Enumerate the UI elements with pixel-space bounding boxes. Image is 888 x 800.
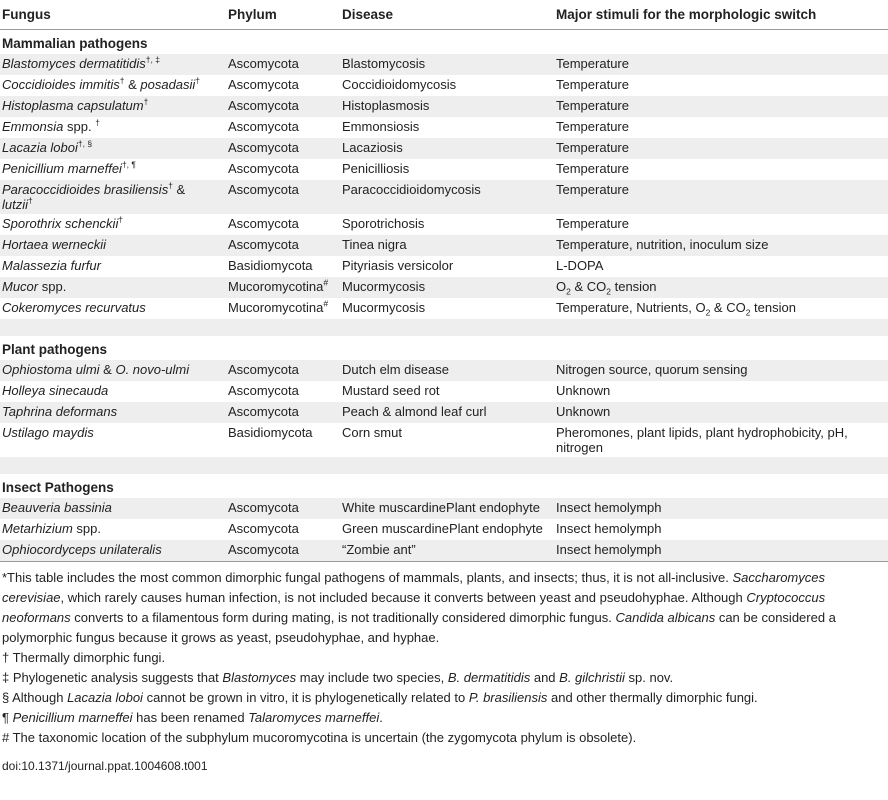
fungus-name: Malassezia furfur xyxy=(2,258,101,273)
fungus-name: Histoplasma capsulatum xyxy=(2,98,144,113)
footnote-mark: † xyxy=(119,75,125,86)
stimuli-cell: Temperature xyxy=(556,161,629,176)
phylum-cell: Ascomycota xyxy=(226,360,340,381)
spacer-row xyxy=(0,319,888,336)
footnote-mark: † xyxy=(195,75,201,86)
fungus-name: Ustilago maydis xyxy=(2,425,94,440)
table-row xyxy=(0,402,888,423)
phylum-cell: Ascomycota xyxy=(226,402,340,423)
table-row xyxy=(0,75,888,96)
table-row xyxy=(0,117,888,138)
fungus-name: Lacazia loboi xyxy=(2,140,78,155)
fungus-name: Coccidioides immitis xyxy=(2,77,120,92)
fungus-suffix: spp. xyxy=(72,521,101,536)
phylum-cell: Basidiomycota xyxy=(228,425,313,440)
table-row xyxy=(0,381,888,402)
table-row xyxy=(0,180,888,214)
disease-cell: Mustard seed rot xyxy=(342,383,440,398)
stimuli-cell: Insect hemolymph xyxy=(554,540,888,562)
disease-cell: Emmonsiosis xyxy=(342,119,420,134)
table-row xyxy=(0,540,888,562)
phylum-cell: Mucoromycotina xyxy=(228,300,324,315)
fungus-name: Sporothrix schenckii xyxy=(2,216,119,231)
header-disease: Disease xyxy=(340,0,554,30)
table-row xyxy=(0,298,888,319)
fungus-name: Mucor xyxy=(2,279,39,294)
disease-cell: Dutch elm disease xyxy=(340,360,554,381)
disease-cell: Mucormycosis xyxy=(342,300,426,315)
fungus-name: Ophiostoma ulmi xyxy=(2,362,100,377)
fungus-name: Ophiocordyceps unilateralis xyxy=(2,542,162,557)
table-footnotes xyxy=(0,562,884,748)
stimuli-cell: Nitrogen source, quorum sensing xyxy=(554,360,888,381)
fungus-name: Metarhizium xyxy=(2,521,73,536)
doi-label: doi:10.1371/journal.ppat.1004608.t001 xyxy=(2,759,208,773)
fungus-suffix: spp. xyxy=(63,119,96,134)
header-fungus: Fungus xyxy=(0,0,226,30)
fungus-name: Holleya sinecauda xyxy=(2,383,109,398)
header-stimuli: Major stimuli for the morphologic switch xyxy=(554,0,888,30)
stimuli-cell: Temperature, Nutrients, $O_2$ & $CO_2$ tension xyxy=(556,300,796,318)
fungus-name: Hortaea werneckii xyxy=(2,237,107,252)
fungus-name: Taphrina deformans xyxy=(2,404,118,419)
phylum-cell: Ascomycota xyxy=(228,161,299,176)
fungus-name: Paracoccidioides brasiliensis xyxy=(2,182,169,197)
header-phylum: Phylum xyxy=(226,0,340,30)
footnote-mark: † xyxy=(143,96,149,107)
stimuli-cell: Temperature xyxy=(554,138,888,159)
disease-cell: Coccidioidomycosis xyxy=(342,77,457,92)
section-row-mammal xyxy=(0,30,888,55)
phylum-cell: Ascomycota xyxy=(226,498,340,519)
phylum-cell: Ascomycota xyxy=(226,235,340,256)
stimuli-cell: $O_2$ & $CO_2$ tension xyxy=(554,277,888,298)
phylum-cell: Ascomycota xyxy=(228,383,299,398)
footnote-mark: † xyxy=(28,195,33,206)
phylum-cell: Mucoromycotina xyxy=(228,279,324,294)
footnote-general: *This table includes the most common dimorphic fungal pathogens of mammals, plants, and insects; thus, it is not all-inclusive. Saccharomyces cerevisiae, which rarely causes human infection, is not included because it converts between yeast and pseudohyphae. Although Cryptococcus neoformans converts to a filamentous form during mating, is not traditionally considered dimorphic fungus. Candida albicans can be considered a polymorphic fungus because it grows as yeast, pseudohyphae, and hyphae. xyxy=(2,570,836,645)
stimuli-cell: Temperature xyxy=(554,54,888,75)
disease-cell: Paracoccidioidomycosis xyxy=(340,180,554,214)
phylum-cell: Ascomycota xyxy=(226,540,340,562)
disease-cell: “Zombie ant” xyxy=(340,540,554,562)
phylum-cell: Ascomycota xyxy=(228,216,299,231)
stimuli-cell: Insect hemolymph xyxy=(554,498,888,519)
fungus-name: O. novo-ulmi xyxy=(115,362,190,377)
header-row xyxy=(0,0,888,30)
footnote-pilcrow: ¶ Penicillium marneffei has been renamed Talaromyces marneffei. xyxy=(2,710,383,725)
footnote-double-dagger: ‡ Phylogenetic analysis suggests that Blastomyces may include two species, B. dermatitidis and B. gilchristii sp. nov. xyxy=(2,670,674,685)
table-row xyxy=(0,498,888,519)
section-title: Plant pathogens xyxy=(2,342,108,357)
table-row xyxy=(0,423,888,457)
connector: & xyxy=(124,77,141,92)
stimuli-cell: Unknown xyxy=(554,402,888,423)
footnote-mark: † xyxy=(118,214,124,225)
stimuli-cell: L-DOPA xyxy=(556,258,604,273)
footnote-section: § Although Lacazia loboi cannot be grown in vitro, it is phylogenetically related to P. brasiliensis and other thermally dimorphic fungi. xyxy=(2,690,758,705)
footnote-mark: # xyxy=(323,277,329,288)
stimuli-cell: Temperature xyxy=(556,77,629,92)
disease-cell: Peach & almond leaf curl xyxy=(340,402,554,423)
phylum-cell: Ascomycota xyxy=(228,77,299,92)
fungus-suffix: spp. xyxy=(38,279,67,294)
disease-cell: Penicilliosis xyxy=(342,161,410,176)
phylum-cell: Ascomycota xyxy=(226,180,340,214)
fungus-name: Penicillium marneffei xyxy=(2,161,122,176)
phylum-cell: Basidiomycota xyxy=(228,258,313,273)
footnote-mark: † xyxy=(95,117,100,128)
disease-cell: Sporotrichosis xyxy=(342,216,425,231)
footnote-mark: †, ¶ xyxy=(121,159,136,170)
table-row xyxy=(0,360,888,381)
stimuli-cell: Temperature xyxy=(554,96,888,117)
stimuli-cell: Unknown xyxy=(556,383,611,398)
stimuli-cell: Insect hemolymph xyxy=(556,521,662,536)
table-row xyxy=(0,138,888,159)
fungus-name: Emmonsia xyxy=(2,119,64,134)
disease-cell: Lacaziosis xyxy=(340,138,554,159)
footnote-mark: †, § xyxy=(77,138,93,149)
table-row xyxy=(0,256,888,277)
footnote-mark: # xyxy=(323,298,329,309)
table-row xyxy=(0,519,888,540)
disease-cell: Pityriasis versicolor xyxy=(342,258,454,273)
stimuli-cell: Temperature, nutrition, inoculum size xyxy=(554,235,888,256)
table-row xyxy=(0,54,888,75)
phylum-cell: Ascomycota xyxy=(226,96,340,117)
fungus-name: Cokeromyces recurvatus xyxy=(2,300,146,315)
disease-cell: Blastomycosis xyxy=(340,54,554,75)
table-row xyxy=(0,235,888,256)
table-row xyxy=(0,159,888,180)
footnote-dagger: † Thermally dimorphic fungi. xyxy=(2,650,166,665)
table-row xyxy=(0,96,888,117)
stimuli-cell: Temperature xyxy=(556,119,629,134)
disease-cell: Histoplasmosis xyxy=(340,96,554,117)
section-row-plant xyxy=(0,336,888,360)
footnote-mark: †, ‡ xyxy=(145,54,160,65)
footnote-mark: † xyxy=(168,180,173,191)
stimuli-cell: Temperature xyxy=(556,216,629,231)
phylum-cell: Ascomycota xyxy=(228,119,299,134)
section-title: Mammalian pathogens xyxy=(2,36,148,51)
footnote-hash: # The taxonomic location of the subphylum mucoromycotina is uncertain (the zygomycota phylum is obsolete). xyxy=(2,730,637,745)
disease-cell: Green muscardinePlant endophyte xyxy=(342,521,543,536)
phylum-cell: Ascomycota xyxy=(228,521,299,536)
section-row-insect xyxy=(0,474,888,498)
spacer-row xyxy=(0,457,888,474)
disease-cell: Mucormycosis xyxy=(340,277,554,298)
stimuli-cell: Temperature xyxy=(554,180,888,214)
fungus-name: Beauveria bassinia xyxy=(2,500,112,515)
fungus-name: lutzii xyxy=(2,197,29,212)
connector: & xyxy=(172,182,186,197)
phylum-cell: Ascomycota xyxy=(226,138,340,159)
disease-cell: White muscardinePlant endophyte xyxy=(340,498,554,519)
section-title: Insect Pathogens xyxy=(2,480,114,495)
fungus-name: Blastomyces dermatitidis xyxy=(2,56,146,71)
fungus-name: posadasii xyxy=(140,77,196,92)
disease-cell: Corn smut xyxy=(342,425,402,440)
stimuli-cell: Pheromones, plant lipids, plant hydrophobicity, pH, nitrogen xyxy=(556,425,848,455)
table-row xyxy=(0,214,888,235)
table-row xyxy=(0,277,888,298)
phylum-cell: Ascomycota xyxy=(226,54,340,75)
connector: & xyxy=(99,362,116,377)
disease-cell: Tinea nigra xyxy=(340,235,554,256)
